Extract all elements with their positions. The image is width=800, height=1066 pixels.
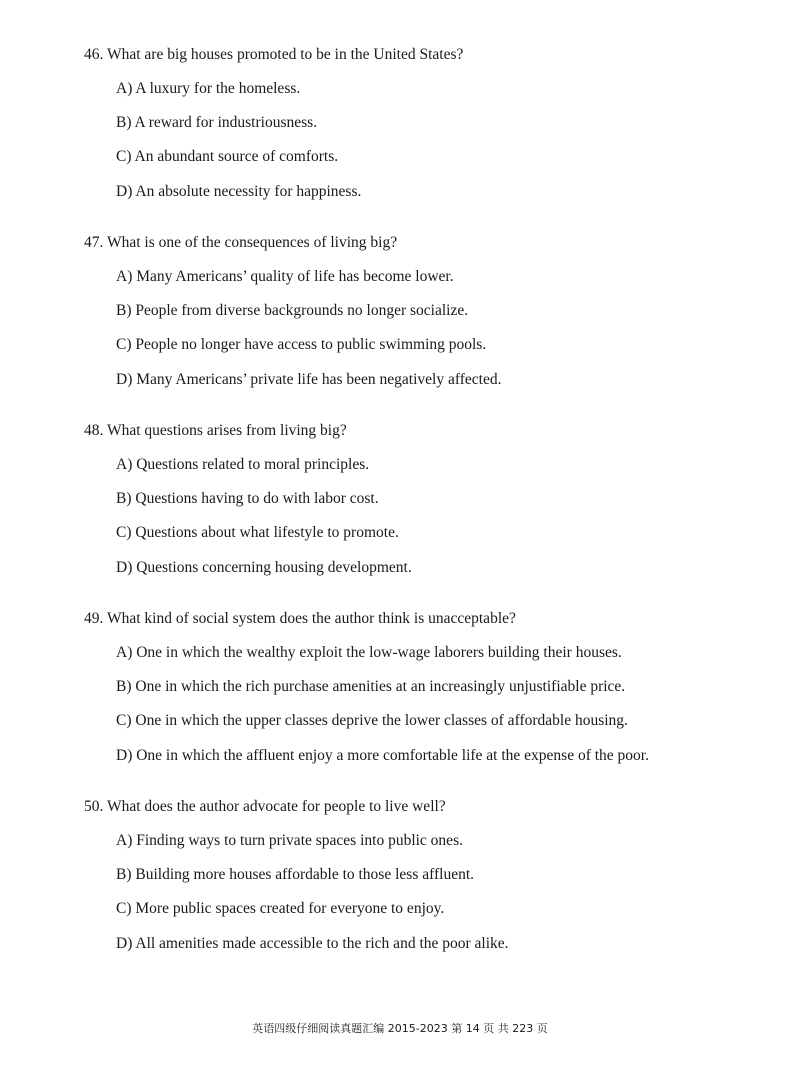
option-a: A) Many Americans’ quality of life has become lower. xyxy=(116,268,454,285)
option-a: A) A luxury for the homeless. xyxy=(116,80,301,97)
option-c: C) Questions about what lifestyle to promote. xyxy=(116,524,399,542)
option-c: C) An abundant source of comforts. xyxy=(116,148,339,166)
question-stem: 50. What does the author advocate for people to live well? xyxy=(84,798,446,815)
option-c: C) More public spaces created for everyone to enjoy. xyxy=(116,900,445,918)
option-c: C) People no longer have access to public swimming pools. xyxy=(116,336,487,354)
question-stem: 46. What are big houses promoted to be in the United States? xyxy=(84,46,464,63)
option-a: A) Questions related to moral principles. xyxy=(116,456,370,473)
option-list xyxy=(84,266,774,391)
option-b: B) One in which the rich purchase amenities at an increasingly unjustifiable price. xyxy=(116,678,626,696)
question-stem: 48. What questions arises from living big? xyxy=(84,422,347,439)
question-48 xyxy=(84,420,774,591)
option-d: D) Many Americans’ private life has been negatively affected. xyxy=(116,370,502,388)
option-b: B) Questions having to do with labor cost. xyxy=(116,490,379,508)
option-list xyxy=(84,78,774,203)
option-a: A) One in which the wealthy exploit the low-wage laborers building their houses. xyxy=(116,644,622,661)
option-d: D) All amenities made accessible to the rich and the poor alike. xyxy=(116,934,509,952)
page-footer: 英语四级仔细阅读真题汇编 2015-2023 第 14 页 共 223 页 xyxy=(252,1022,548,1035)
option-d: D) An absolute necessity for happiness. xyxy=(116,182,362,200)
option-b: B) Building more houses affordable to those less affluent. xyxy=(116,866,475,884)
question-46 xyxy=(84,44,774,215)
option-d: D) One in which the affluent enjoy a more comfortable life at the expense of the poor. xyxy=(116,746,649,764)
option-list xyxy=(84,830,774,955)
question-stem: 49. What kind of social system does the author think is unacceptable? xyxy=(84,610,516,627)
option-a: A) Finding ways to turn private spaces into public ones. xyxy=(116,832,463,849)
question-47 xyxy=(84,232,774,403)
option-d: D) Questions concerning housing development. xyxy=(116,558,412,576)
option-c: C) One in which the upper classes deprive the lower classes of affordable housing. xyxy=(116,712,628,730)
option-b: B) A reward for industriousness. xyxy=(116,114,318,132)
question-stem: 47. What is one of the consequences of living big? xyxy=(84,234,398,251)
option-list xyxy=(84,642,774,767)
option-list xyxy=(84,454,774,579)
question-49 xyxy=(84,608,774,779)
question-50 xyxy=(84,796,774,967)
option-b: B) People from diverse backgrounds no longer socialize. xyxy=(116,302,469,320)
